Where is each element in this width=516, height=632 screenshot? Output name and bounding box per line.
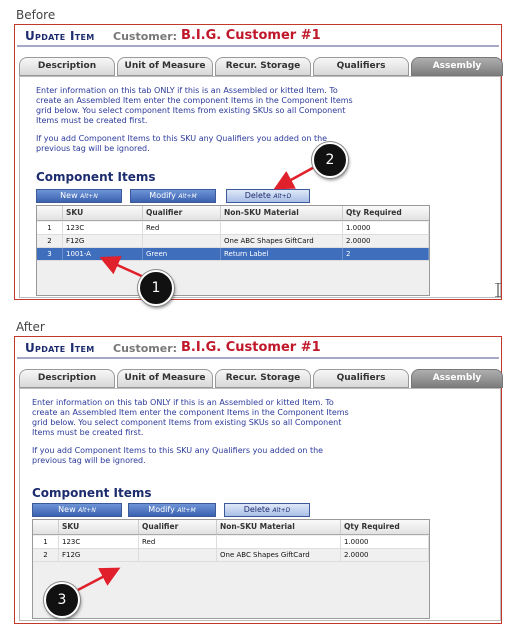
cell-qualifier: Red	[143, 222, 221, 234]
column-header-sku[interactable]: SKU	[63, 206, 143, 220]
modify-button[interactable]	[128, 503, 216, 517]
tab-recur-storage[interactable]: Recur. Storage	[215, 369, 311, 388]
row-number: 1	[37, 222, 63, 234]
cell-qty: 2.0000	[341, 549, 429, 561]
modify-button[interactable]	[130, 189, 216, 203]
cell-qualifier	[143, 235, 221, 247]
tab-description[interactable]: Description	[19, 57, 115, 76]
new-button-shortcut: Alt+N	[80, 193, 98, 200]
tab-assembly[interactable]: Assembly	[411, 369, 503, 388]
column-header-qualifier[interactable]: Qualifier	[139, 520, 217, 534]
delete-button-label: Delete	[243, 505, 270, 514]
grid-header-rownum	[37, 206, 63, 220]
cell-qty: 2	[343, 248, 429, 260]
cell-qty: 1.0000	[341, 536, 429, 548]
tab-bar	[19, 57, 499, 77]
callout-badge-2: 2	[312, 142, 348, 178]
table-row[interactable]	[37, 222, 429, 235]
grid-header	[37, 206, 429, 221]
grid-header-rownum	[33, 520, 59, 534]
cell-sku: F12G	[63, 235, 143, 247]
new-button[interactable]	[32, 503, 122, 517]
new-button-label: New	[58, 505, 76, 514]
page-title: Update Item	[25, 341, 95, 355]
tab-description[interactable]: Description	[19, 369, 115, 388]
callout-badge-1: 1	[138, 270, 174, 306]
row-number: 2	[37, 235, 63, 247]
column-header-non-sku-material[interactable]: Non-SKU Material	[217, 520, 341, 534]
new-button-label: New	[60, 191, 78, 200]
modify-button-shortcut: Alt+M	[177, 507, 196, 514]
cell-qualifier: Green	[143, 248, 221, 260]
section-title: Component Items	[32, 486, 152, 500]
callout-badge-3: 3	[44, 582, 80, 618]
grid-header	[33, 520, 429, 535]
component-items-grid[interactable]	[36, 205, 430, 296]
delete-button-label: Delete	[244, 191, 271, 200]
cell-qty: 2.0000	[343, 235, 429, 247]
delete-button-shortcut: Alt+D	[272, 507, 291, 514]
before-panel	[14, 24, 502, 300]
tab-assembly[interactable]: Assembly	[411, 57, 503, 76]
row-number: 1	[33, 536, 59, 548]
delete-button[interactable]	[226, 189, 310, 203]
section-title: Component Items	[36, 170, 156, 184]
column-header-non-sku-material[interactable]: Non-SKU Material	[221, 206, 343, 220]
cell-qualifier: Red	[139, 536, 217, 548]
customer-label: Customer:	[113, 342, 178, 355]
cell-qty: 1.0000	[343, 222, 429, 234]
text-cursor-icon	[495, 283, 501, 297]
cell-sku: F12G	[59, 549, 139, 561]
tab-qualifiers[interactable]: Qualifiers	[313, 57, 409, 76]
tab-content	[19, 76, 501, 298]
cell-sku: 123C	[63, 222, 143, 234]
modify-button-shortcut: Alt+M	[178, 193, 197, 200]
cell-material	[217, 536, 341, 548]
tab-unit-of-measure[interactable]: Unit of Measure	[117, 369, 213, 388]
table-row[interactable]	[33, 536, 429, 549]
page-title: Update Item	[25, 29, 95, 43]
modify-button-label: Modify	[149, 191, 176, 200]
new-button[interactable]	[36, 189, 122, 203]
delete-button[interactable]	[224, 503, 310, 517]
info-text-qualifiers: If you add Component Items to this SKU any Qualifiers you added on the previous tag will be ignored.	[32, 446, 324, 465]
column-header-sku[interactable]: SKU	[59, 520, 139, 534]
after-panel	[14, 336, 502, 624]
customer-label: Customer:	[113, 30, 178, 43]
column-header-qty-required[interactable]: Qty Required	[346, 208, 402, 217]
cell-qualifier	[139, 549, 217, 561]
tab-qualifiers[interactable]: Qualifiers	[313, 369, 409, 388]
table-row[interactable]	[37, 235, 429, 248]
delete-button-shortcut: Alt+D	[273, 193, 292, 200]
cell-sku: 123C	[59, 536, 139, 548]
cell-sku: 1001-A	[63, 248, 143, 260]
page-header	[17, 339, 499, 359]
tab-content	[19, 388, 501, 621]
after-caption: After	[16, 320, 45, 334]
before-caption: Before	[16, 8, 56, 22]
column-header-qualifier[interactable]: Qualifier	[143, 206, 221, 220]
table-row-selected[interactable]	[37, 248, 429, 261]
page-header	[17, 27, 499, 47]
info-text-qualifiers: If you add Component Items to this SKU any Qualifiers you added on the previous tag will be ignored.	[36, 134, 328, 153]
cell-material: One ABC Shapes GiftCard	[221, 235, 343, 247]
component-items-grid[interactable]	[32, 519, 430, 619]
cell-material: Return Label	[221, 248, 343, 260]
customer-name: B.I.G. Customer #1	[181, 340, 321, 355]
tab-unit-of-measure[interactable]: Unit of Measure	[117, 57, 213, 76]
row-number: 3	[37, 248, 63, 260]
tab-bar	[19, 369, 499, 389]
info-text: Enter information on this tab ONLY if this is an Assembled or kitted Item. To create an Assembled Item enter the component Items in the Component Items grid below. You select component Items from existing SKUs so all Component Items must be created first.	[36, 86, 353, 125]
cell-material	[221, 222, 343, 234]
new-button-shortcut: Alt+N	[78, 507, 96, 514]
info-text: Enter information on this tab ONLY if this is an Assembled or kitted Item. To create an Assembled Item enter the component Items in the Component Items grid below. You select component Items from existing SKUs so all Component Items must be created first.	[32, 398, 349, 437]
column-header-qty-required[interactable]: Qty Required	[344, 522, 400, 531]
modify-button-label: Modify	[148, 505, 175, 514]
tab-recur-storage[interactable]: Recur. Storage	[215, 57, 311, 76]
cell-material: One ABC Shapes GiftCard	[217, 549, 341, 561]
customer-name: B.I.G. Customer #1	[181, 28, 321, 43]
row-number: 2	[33, 549, 59, 561]
table-row[interactable]	[33, 549, 429, 562]
